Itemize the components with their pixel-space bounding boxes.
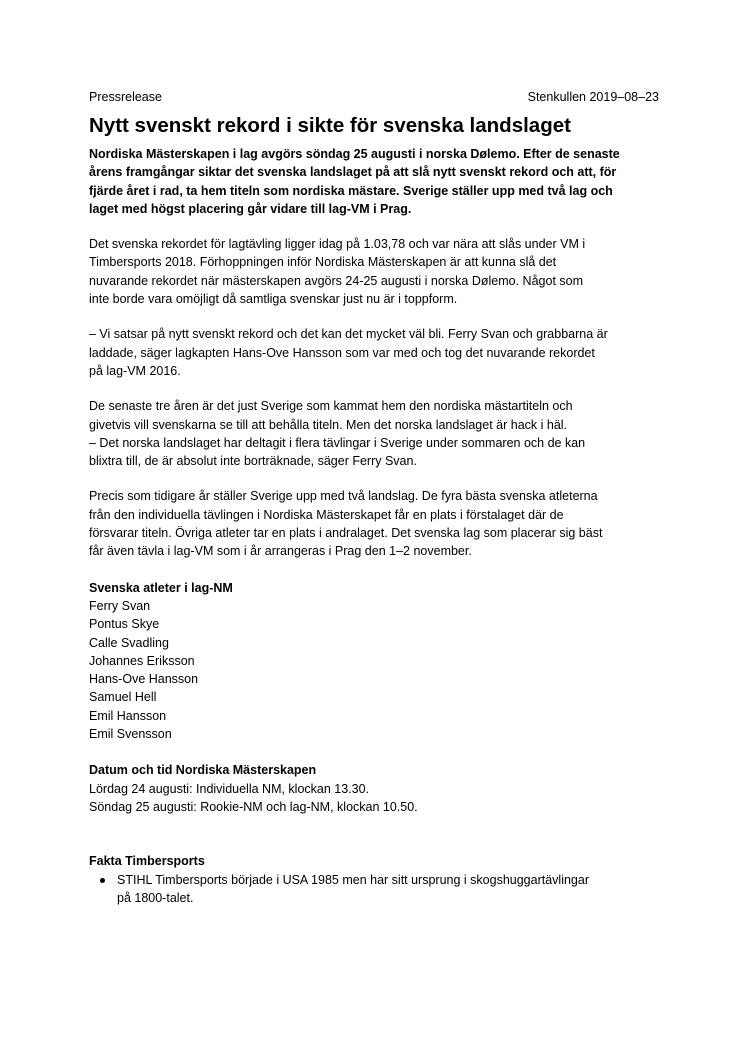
body-line: från den individuella tävlingen i Nordiska Mästerskapet får en plats i förstalaget där de — [89, 507, 564, 522]
body-paragraph-teams — [89, 487, 659, 560]
schedule-item: Söndag 25 augusti: Rookie-NM och lag-NM, klockan 10.50. — [89, 799, 418, 814]
body-line: får även tävla i lag-VM som i år arrangeras i Prag den 1–2 november. — [89, 544, 472, 559]
bullet-line: STIHL Timbersports började i USA 1985 men har sitt ursprung i skogshuggartävlingar — [117, 872, 589, 887]
athlete-name: Emil Hansson — [89, 708, 167, 723]
body-line: Precis som tidigare år ställer Sverige upp med två landslag. De fyra bästa svenska atleterna — [89, 489, 598, 504]
body-line: – Vi satsar på nytt svenskt rekord och det kan det mycket väl bli. Ferry Svan och grabbarna är — [89, 327, 608, 342]
body-line: inte borde vara omöjligt då samtliga svenskar just nu är i toppform. — [89, 292, 458, 307]
body-line: på lag-VM 2016. — [89, 363, 181, 378]
headline: Nytt svenskt rekord i sikte för svenska landslaget — [89, 114, 571, 137]
bullet-icon — [100, 878, 105, 883]
body-line: Timbersports 2018. Förhoppningen inför Nordiska Mästerskapen är att kunna slå det — [89, 255, 557, 270]
facts-list — [89, 871, 659, 908]
athlete-name: Ferry Svan — [89, 598, 151, 613]
lead-paragraph — [89, 145, 659, 218]
header-row — [89, 88, 659, 106]
place-date: Stenkullen 2019–08–23 — [527, 90, 659, 104]
athletes-heading: Svenska atleter i lag-NM — [89, 580, 233, 595]
body-paragraph-norway — [89, 397, 659, 470]
bullet-line: på 1800-talet. — [117, 890, 194, 905]
schedule-list — [89, 780, 659, 817]
lead-line: laget med högst placering går vidare till lag-VM i Prag. — [89, 201, 412, 216]
lead-line: fjärde året i rad, ta hem titeln som nordiska mästare. Sverige ställer upp med två lag och — [89, 183, 613, 198]
body-line: givetvis vill svenskarna se till att behålla titeln. Men det norska landslaget är hack i häl. — [89, 417, 568, 432]
body-line: Det svenska rekordet för lagtävling ligger idag på 1.03,78 och var nära att slås under VM i — [89, 237, 586, 252]
athlete-name: Hans-Ove Hansson — [89, 672, 199, 687]
body-line: försvarar titeln. Övriga atleter tar en plats i andralaget. Det svenska lag som placerar sig bäst — [89, 526, 603, 541]
press-release-page — [89, 88, 659, 907]
body-line: blixtra till, de är absolut inte borträknade, säger Ferry Svan. — [89, 454, 417, 469]
body-paragraph-record — [89, 235, 659, 308]
body-line: – Det norska landslaget har deltagit i flera tävlingar i Sverige under sommaren och de kan — [89, 435, 586, 450]
athlete-name: Emil Svensson — [89, 727, 172, 742]
athlete-name: Johannes Eriksson — [89, 653, 195, 668]
athlete-name: Samuel Hell — [89, 690, 157, 705]
document-type-label: Pressrelease — [89, 90, 162, 104]
facts-bullet-item — [89, 871, 659, 908]
lead-line: årens framgångar siktar det svenska landslaget på att slå nytt svenskt rekord och att, för — [89, 165, 617, 180]
schedule-heading: Datum och tid Nordiska Mästerskapen — [89, 763, 317, 778]
body-line: nuvarande rekordet när mästerskapen avgörs 24-25 augusti i norska Dølemo. Något som — [89, 273, 584, 288]
body-line: De senaste tre åren är det just Sverige som kammat hem den nordiska mästartiteln och — [89, 399, 573, 414]
schedule-item: Lördag 24 augusti: Individuella NM, klockan 13.30. — [89, 781, 370, 796]
body-line: laddade, säger lagkapten Hans-Ove Hansson som var med och tog det nuvarande rekordet — [89, 345, 595, 360]
athlete-name: Pontus Skye — [89, 617, 160, 632]
athlete-name: Calle Svadling — [89, 635, 169, 650]
athletes-list — [89, 597, 659, 743]
facts-heading: Fakta Timbersports — [89, 854, 205, 869]
lead-line: Nordiska Mästerskapen i lag avgörs söndag 25 augusti i norska Dølemo. Efter de senaste — [89, 147, 620, 161]
body-paragraph-quote — [89, 325, 659, 380]
